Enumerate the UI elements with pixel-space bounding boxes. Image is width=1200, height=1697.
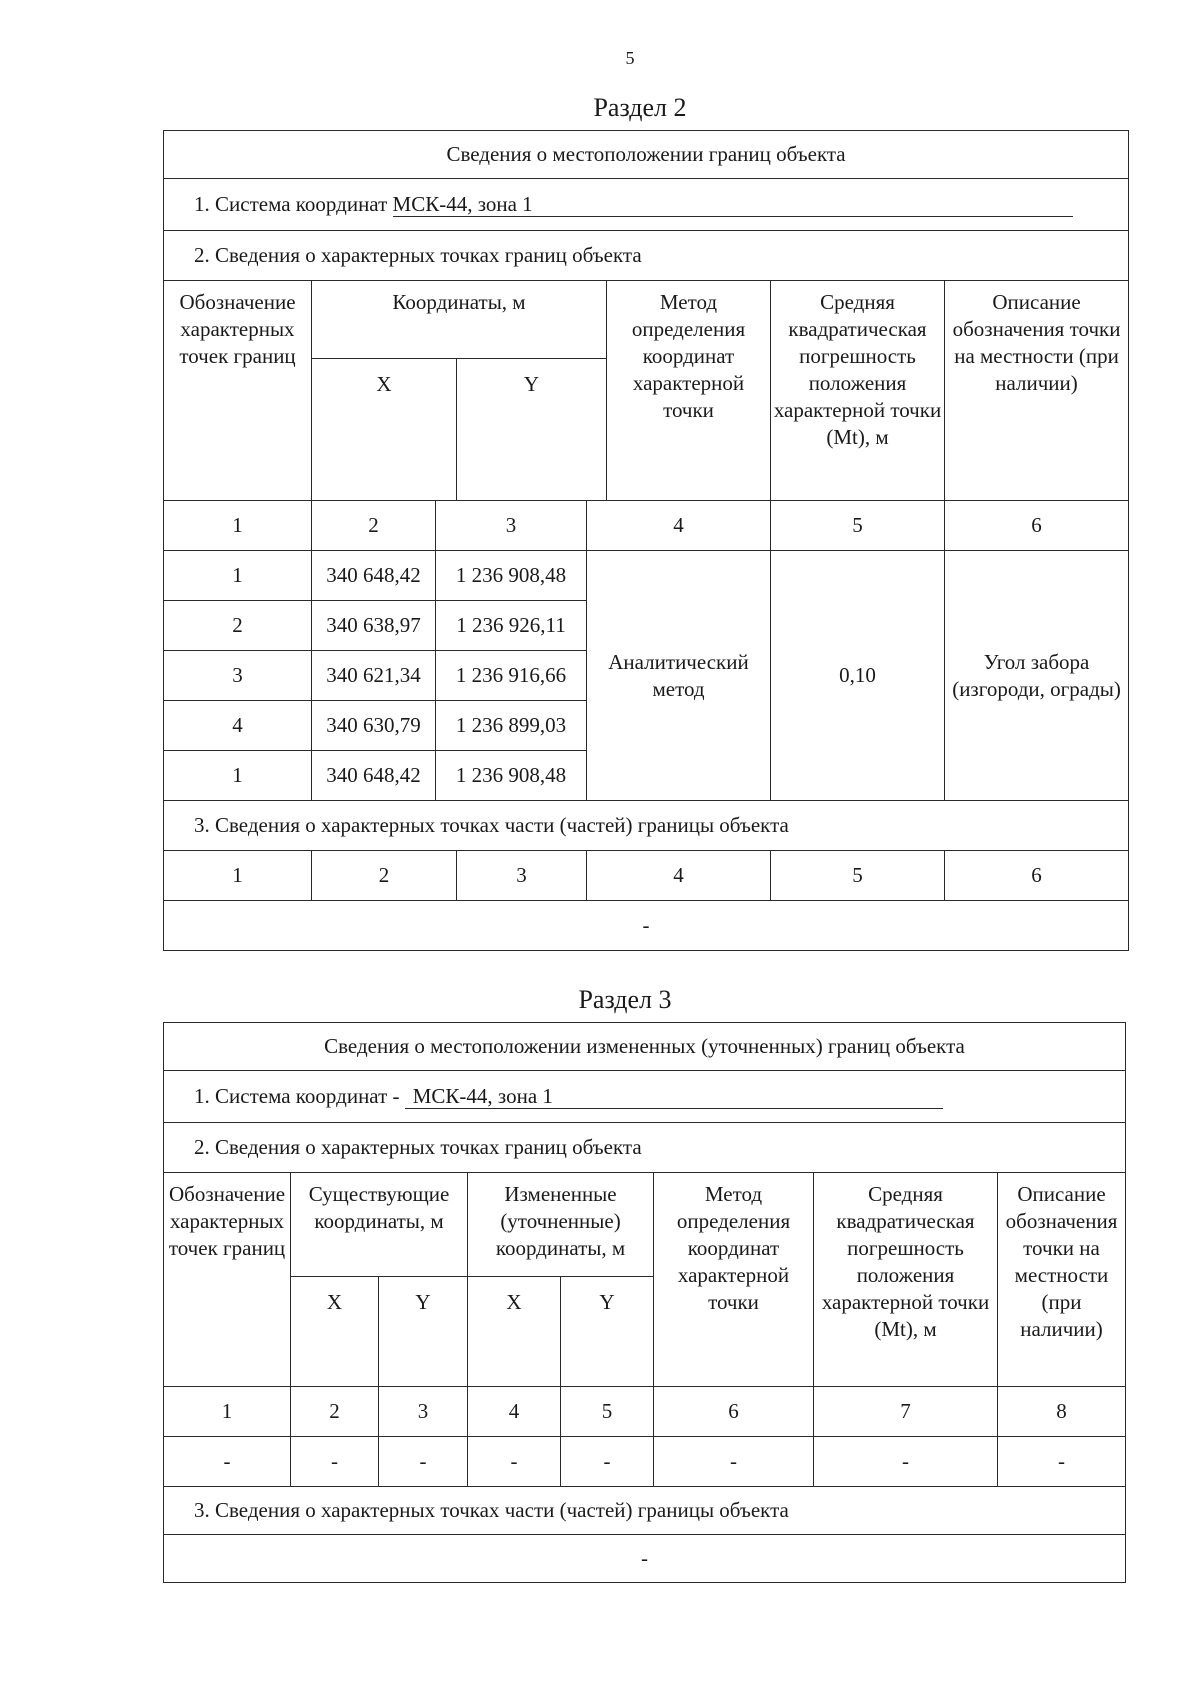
col-number: 2	[312, 501, 436, 551]
empty-cell: -	[291, 1437, 379, 1487]
section-3-header: Сведения о местоположении измененных (уточненных) границ объекта	[164, 1023, 1126, 1071]
coord-x: 340 621,34	[312, 651, 436, 701]
page-number: 5	[625, 48, 635, 68]
empty-cell: -	[561, 1437, 654, 1487]
col-header-designation: Обозначение характерных точек границ	[164, 281, 312, 501]
parts-col-number: 4	[587, 851, 771, 901]
col-header-y: Y	[561, 1277, 654, 1387]
col-number: 1	[164, 501, 312, 551]
coord-x: 340 648,42	[312, 551, 436, 601]
col-number: 4	[468, 1387, 561, 1437]
point-number: 1	[164, 551, 312, 601]
col-number: 6	[945, 501, 1129, 551]
col-header-x: X	[468, 1277, 561, 1387]
col-number: 5	[561, 1387, 654, 1437]
empty-cell: -	[468, 1437, 561, 1487]
col-header-changed-coordinates: Измененные (уточненные) координаты, м	[468, 1173, 654, 1277]
section-2-parts-heading: 3. Сведения о характерных точках части (частей) границы объекта	[164, 801, 1129, 851]
col-number: 5	[771, 501, 945, 551]
coord-x: 340 638,97	[312, 601, 436, 651]
col-number: 2	[291, 1387, 379, 1437]
coord-system-value: МСК-44, зона 1	[405, 1084, 943, 1109]
col-header-method: Метод определения координат характерной точки	[654, 1173, 814, 1387]
col-number: 4	[587, 501, 771, 551]
col-header-existing-coordinates: Существующие координаты, м	[291, 1173, 468, 1277]
point-number: 4	[164, 701, 312, 751]
parts-empty-value: -	[164, 1535, 1126, 1583]
point-number: 2	[164, 601, 312, 651]
section-2-header: Сведения о местоположении границ объекта	[164, 131, 1129, 179]
section-2-title: Раздел 2	[593, 93, 687, 122]
coord-y: 1 236 926,11	[436, 601, 587, 651]
col-header-designation: Обозначение характерных точек границ	[164, 1173, 291, 1387]
parts-col-number: 5	[771, 851, 945, 901]
coord-x: 340 648,42	[312, 751, 436, 801]
coord-y: 1 236 916,66	[436, 651, 587, 701]
parts-empty-value: -	[164, 901, 1129, 951]
col-header-error: Средняя квадратическая погрешность положения характерной точки (Mt), м	[771, 281, 945, 501]
col-header-y: Y	[457, 359, 607, 501]
coord-x: 340 630,79	[312, 701, 436, 751]
parts-col-number: 3	[457, 851, 587, 901]
col-number: 7	[814, 1387, 998, 1437]
coord-system-label: 1. Система координат -	[194, 1084, 400, 1108]
parts-col-number: 1	[164, 851, 312, 901]
col-header-x: X	[291, 1277, 379, 1387]
coord-y: 1 236 899,03	[436, 701, 587, 751]
empty-cell: -	[998, 1437, 1126, 1487]
table-row	[164, 1437, 1126, 1487]
empty-cell: -	[814, 1437, 998, 1487]
col-number: 6	[654, 1387, 814, 1437]
col-number: 1	[164, 1387, 291, 1437]
method-value: Аналитический метод	[587, 551, 771, 801]
section-2-table	[163, 130, 1129, 951]
section-3-parts-heading: 3. Сведения о характерных точках части (частей) границы объекта	[164, 1487, 1126, 1535]
col-number: 3	[379, 1387, 468, 1437]
col-header-description: Описание обозначения точки на местности (при наличии)	[945, 281, 1129, 501]
description-value: Угол забора (изгороди, ограды)	[945, 551, 1129, 801]
section-3-coord-system	[164, 1071, 1126, 1123]
section-2-points-heading: 2. Сведения о характерных точках границ объекта	[164, 231, 1129, 281]
coord-system-value: МСК-44, зона 1	[393, 192, 1073, 217]
parts-col-number: 2	[312, 851, 457, 901]
coord-y: 1 236 908,48	[436, 551, 587, 601]
col-header-error: Средняя квадратическая погрешность положения характерной точки (Mt), м	[814, 1173, 998, 1387]
point-number: 3	[164, 651, 312, 701]
col-number: 3	[436, 501, 587, 551]
error-value: 0,10	[771, 551, 945, 801]
empty-cell: -	[654, 1437, 814, 1487]
point-number: 1	[164, 751, 312, 801]
parts-col-number: 6	[945, 851, 1129, 901]
section-3-points-heading: 2. Сведения о характерных точках границ объекта	[164, 1123, 1126, 1173]
col-header-y: Y	[379, 1277, 468, 1387]
section-3-title: Раздел 3	[578, 985, 672, 1014]
col-header-x: X	[312, 359, 457, 501]
empty-cell: -	[379, 1437, 468, 1487]
empty-cell: -	[164, 1437, 291, 1487]
col-header-method: Метод определения координат характерной точки	[607, 281, 771, 501]
col-header-description: Описание обозначения точки на местности (при наличии)	[998, 1173, 1126, 1387]
coord-system-label: 1. Система координат	[194, 192, 388, 216]
coord-y: 1 236 908,48	[436, 751, 587, 801]
section-3-table	[163, 1022, 1126, 1583]
section-2-coord-system	[164, 179, 1129, 231]
table-row	[164, 551, 1129, 601]
col-number: 8	[998, 1387, 1126, 1437]
col-header-coordinates: Координаты, м	[312, 281, 607, 359]
